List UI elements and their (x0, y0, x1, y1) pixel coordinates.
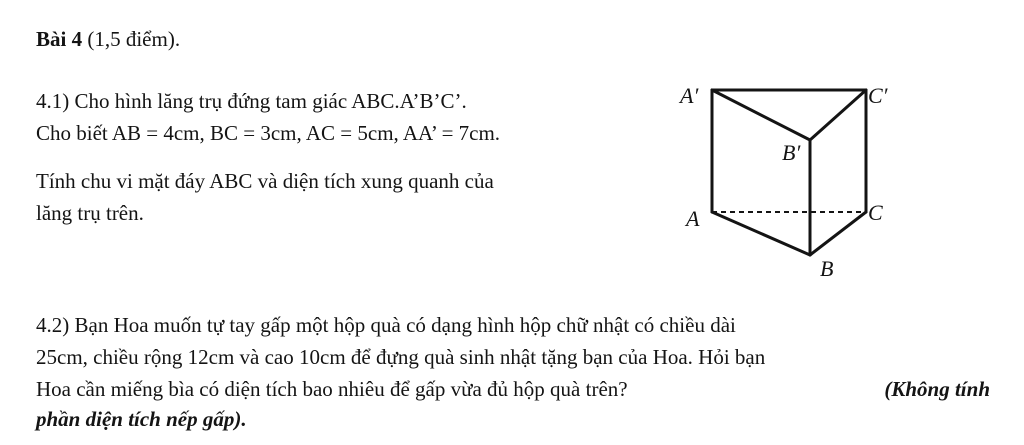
exercise-title: Bài 4 (36, 27, 83, 51)
exercise-points: (1,5 điểm). (87, 27, 181, 51)
label-a: A (686, 206, 700, 231)
part2-note-end: phần diện tích nếp gấp). (36, 407, 247, 431)
edge-a-b (712, 212, 810, 255)
part1-line-1: 4.1) Cho hình lăng trụ đứng tam giác ABC.A’B’C’. (36, 89, 467, 113)
part1-line-3: Tính chu vi mặt đáy ABC và diện tích xung quanh của (36, 169, 494, 193)
label-b-prime: B′ (782, 140, 801, 165)
part2-line-2: 25cm, chiều rộng 12cm và cao 10cm để đựng quà sinh nhật tặng bạn của Hoa. Hỏi bạn (36, 345, 766, 369)
part2-line-1 (36, 312, 990, 338)
part2-line-1-text: 4.2) Bạn Hoa muốn tự tay gấp một hộp quà có dạng hình hộp chữ nhật có chiều dài (36, 313, 736, 337)
label-b: B (820, 256, 834, 281)
part2-note-start: (Không tính (884, 377, 990, 401)
edge-b-c (810, 212, 866, 255)
prism-edges (712, 90, 866, 255)
label-c-prime: C′ (868, 83, 888, 108)
edge-a-prime-b-prime (712, 90, 810, 140)
part2-line-3-text: Hoa cần miếng bìa có diện tích bao nhiêu để gấp vừa đủ hộp quà trên? (36, 377, 628, 401)
part1-line-2: Cho biết AB = 4cm, BC = 3cm, AC = 5cm, AA’ = 7cm. (36, 121, 501, 145)
part2-line-3 (36, 376, 990, 402)
edge-b-prime-c-prime (810, 90, 866, 140)
label-a-prime: A′ (680, 83, 699, 108)
part1-line-4: lăng trụ trên. (36, 201, 144, 225)
label-c: C (868, 200, 883, 225)
